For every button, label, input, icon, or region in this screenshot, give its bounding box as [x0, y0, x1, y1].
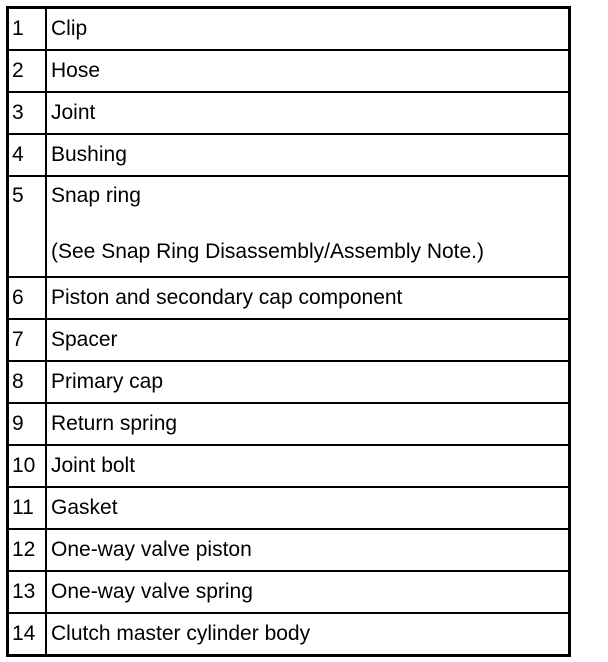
table-row — [8, 176, 570, 277]
part-note: (See Snap Ring Disassembly/Assembly Note.) — [51, 240, 485, 263]
part-name: Joint — [46, 92, 570, 134]
part-name: Joint bolt — [46, 445, 570, 487]
table-row — [8, 571, 570, 613]
part-number: 6 — [8, 277, 47, 319]
part-name: Spacer — [46, 319, 570, 361]
table-row — [8, 277, 570, 319]
part-name: Piston and secondary cap component — [46, 277, 570, 319]
part-name: Gasket — [46, 487, 570, 529]
table-row — [8, 529, 570, 571]
part-name-cell — [46, 176, 570, 277]
part-number: 8 — [8, 361, 47, 403]
part-number: 7 — [8, 319, 47, 361]
part-name: Return spring — [46, 403, 570, 445]
table-row — [8, 445, 570, 487]
table-row — [8, 50, 570, 92]
part-name: One-way valve piston — [46, 529, 570, 571]
part-name: Snap ring — [51, 184, 141, 207]
part-name: Primary cap — [46, 361, 570, 403]
table-row — [8, 92, 570, 134]
part-number: 11 — [8, 487, 47, 529]
part-number: 10 — [8, 445, 47, 487]
parts-list-table — [6, 6, 571, 657]
table-row — [8, 134, 570, 176]
part-number: 5 — [8, 176, 47, 277]
table-row — [8, 8, 570, 51]
part-name: One-way valve spring — [46, 571, 570, 613]
part-number: 13 — [8, 571, 47, 613]
part-number: 3 — [8, 92, 47, 134]
part-name: Bushing — [46, 134, 570, 176]
part-name: Clutch master cylinder body — [46, 613, 570, 656]
part-number: 14 — [8, 613, 47, 656]
part-name: Hose — [46, 50, 570, 92]
table-row — [8, 487, 570, 529]
part-number: 12 — [8, 529, 47, 571]
table-row — [8, 613, 570, 656]
part-number: 2 — [8, 50, 47, 92]
part-number: 1 — [8, 8, 47, 51]
part-number: 9 — [8, 403, 47, 445]
table-row — [8, 361, 570, 403]
part-number: 4 — [8, 134, 47, 176]
table-row — [8, 319, 570, 361]
table-row — [8, 403, 570, 445]
part-name: Clip — [46, 8, 570, 51]
